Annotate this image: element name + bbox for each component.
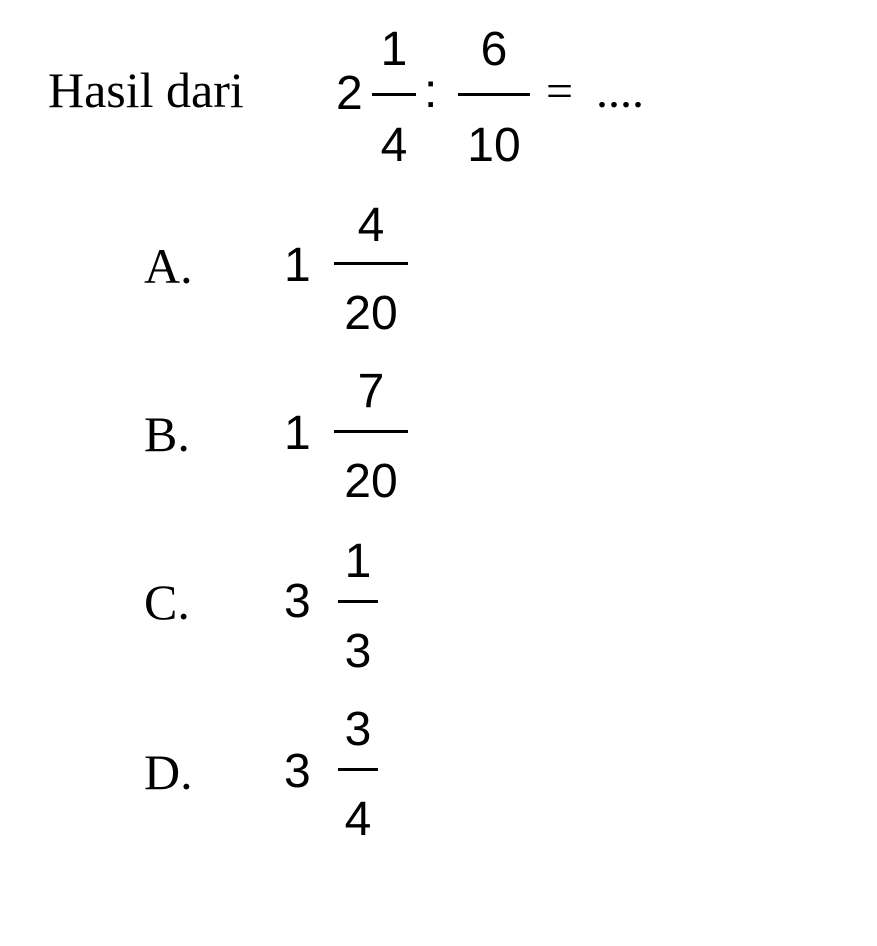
- option-c-numerator: 1: [344, 535, 372, 588]
- second-fraction-bar: [458, 93, 530, 96]
- equals-sign: =: [546, 65, 574, 118]
- first-fraction-bar: [372, 93, 416, 96]
- option-b-numerator: 7: [357, 365, 385, 418]
- option-b-whole: 1: [284, 407, 311, 460]
- first-denominator: 4: [380, 119, 408, 172]
- option-d-fraction-bar: [338, 768, 378, 771]
- division-operator: :: [424, 65, 438, 118]
- second-denominator: 10: [467, 119, 521, 172]
- option-b-fraction-bar: [334, 430, 408, 433]
- option-c-whole: 3: [284, 575, 311, 628]
- option-d-whole: 3: [284, 745, 311, 798]
- option-d-denominator: 4: [344, 793, 372, 846]
- first-numerator: 1: [380, 23, 408, 76]
- option-d-numerator: 3: [344, 703, 372, 756]
- option-a-denominator: 20: [344, 287, 398, 340]
- option-b-letter: B.: [144, 406, 190, 462]
- first-whole: 2: [336, 67, 363, 120]
- option-b-denominator: 20: [344, 455, 398, 508]
- option-c-fraction-bar: [338, 600, 378, 603]
- option-c-denominator: 3: [344, 625, 372, 678]
- option-a-letter: A.: [144, 238, 193, 294]
- ellipsis: ....: [596, 65, 644, 118]
- option-c-letter: C.: [144, 574, 190, 630]
- option-a-whole: 1: [284, 239, 311, 292]
- second-numerator: 6: [480, 23, 508, 76]
- question-prefix: Hasil dari: [48, 62, 244, 118]
- option-a-numerator: 4: [357, 199, 385, 252]
- option-d-letter: D.: [144, 744, 193, 800]
- option-a-fraction-bar: [334, 262, 408, 265]
